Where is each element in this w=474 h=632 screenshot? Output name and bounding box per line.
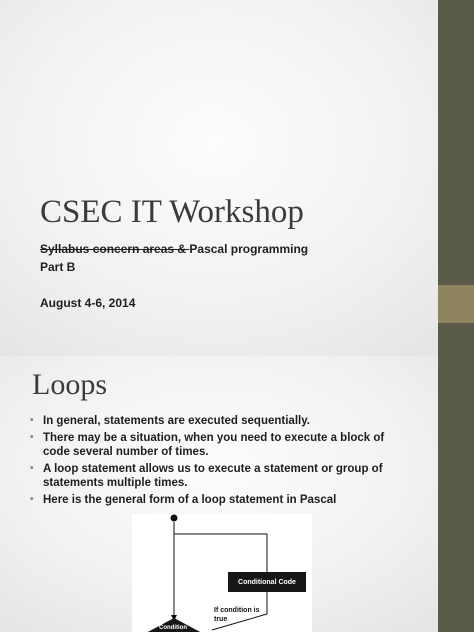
bullet-icon: •: [30, 415, 34, 426]
condition-true-label: If condition is true: [214, 607, 260, 623]
bullet-text: A loop statement allows us to execute a statement or group of statements multiple times.: [43, 462, 383, 489]
slide-sidebar: [438, 356, 474, 632]
conditional-code-box: Conditional Code: [228, 572, 306, 592]
bullet-item: [30, 462, 410, 491]
bullet-text: Here is the general form of a loop statement in Pascal: [43, 493, 337, 506]
subtitle-text: Pascal programming: [189, 242, 309, 256]
decision-label: Condition: [159, 625, 187, 631]
bullet-text: There may be a situation, when you need to execute a block of code several number of times.: [43, 431, 385, 458]
bullet-item: [30, 414, 410, 429]
bullet-item: [30, 493, 410, 508]
bullet-icon: •: [30, 462, 34, 474]
start-node: [171, 515, 178, 522]
slide-title: CSEC IT Workshop: [40, 194, 304, 230]
sidebar-accent-bar: [438, 285, 474, 323]
part-label: Part B: [40, 260, 76, 274]
loop-flowchart: [132, 514, 312, 632]
slide-heading: Loops: [32, 368, 107, 401]
loop-back-line: [174, 534, 267, 572]
bullet-text: In general, statements are executed sequentially.: [43, 415, 310, 427]
bullet-icon: •: [30, 431, 34, 443]
bullet-item: [30, 431, 410, 460]
bullet-list: [30, 414, 410, 509]
loops-slide: [0, 356, 474, 632]
slide-subtitle: [40, 240, 308, 258]
workshop-date: August 4-6, 2014: [40, 296, 136, 310]
subtitle-struck-text: Syllabus concern areas &: [40, 242, 190, 256]
bullet-icon: •: [30, 493, 34, 505]
